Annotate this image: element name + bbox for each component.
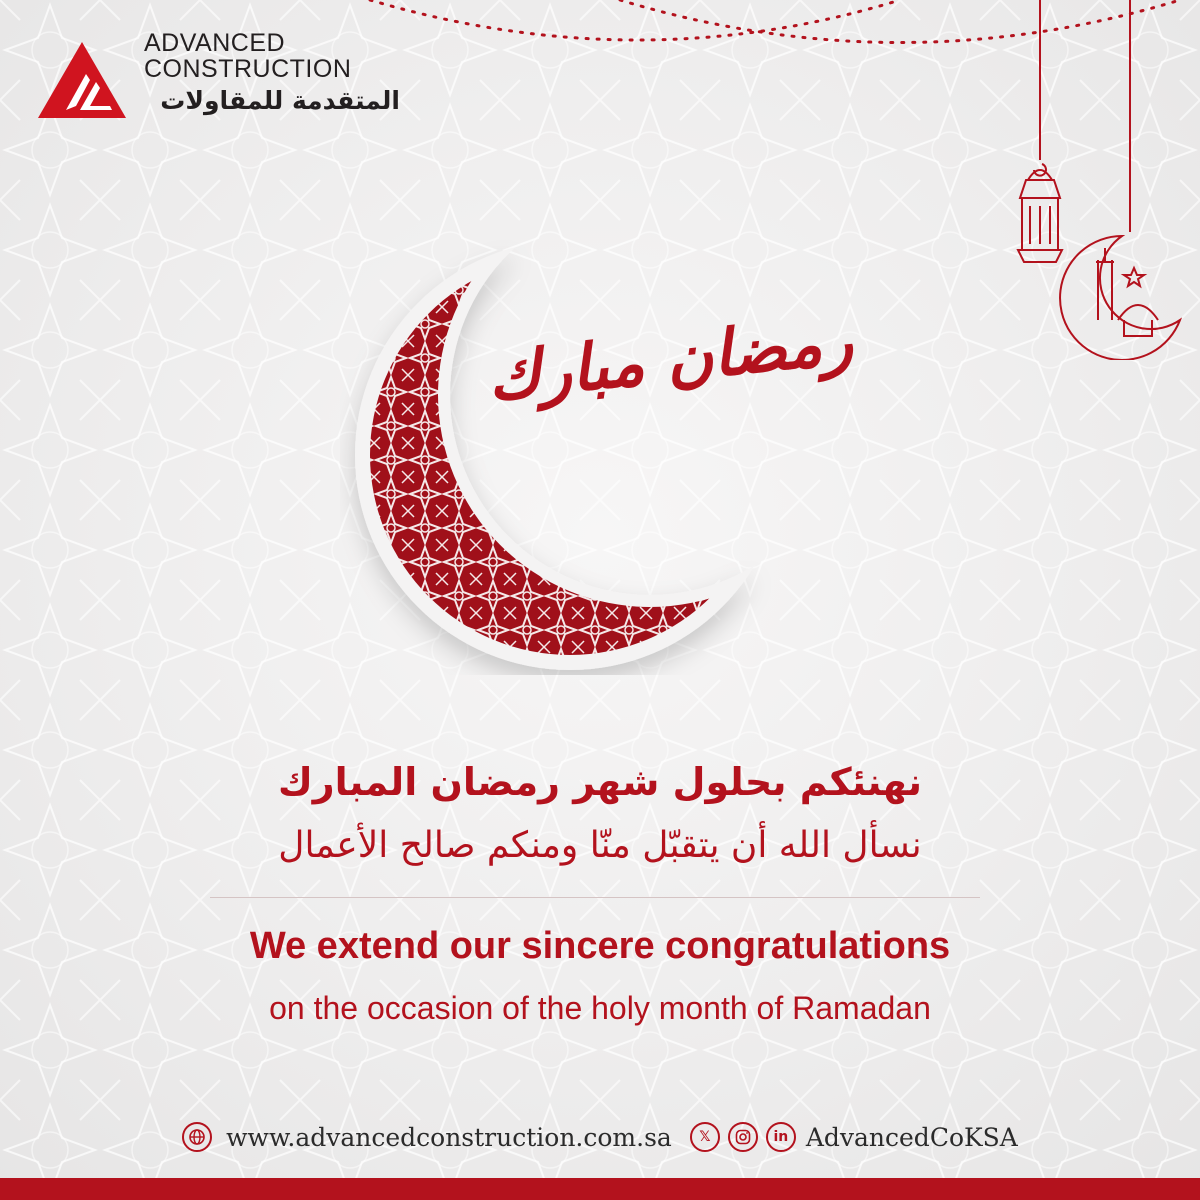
bottom-accent-bar — [0, 1178, 1200, 1200]
divider-line — [210, 897, 980, 898]
english-greeting-subtitle: on the occasion of the holy month of Ramadan — [269, 990, 931, 1026]
arabic-greeting-subtitle: نسأل الله أن يتقبّل منّا ومنكم صالح الأعمال — [278, 825, 922, 866]
x-icon[interactable]: 𝕏 — [690, 1122, 720, 1152]
social-handle[interactable]: AdvancedCoKSA — [805, 1122, 1018, 1152]
website-link[interactable]: www.advancedconstruction.com.sa — [226, 1122, 672, 1152]
arabic-greeting-title: نهنئكم بحلول شهر رمضان المبارك — [277, 760, 923, 804]
logo-name-line2: CONSTRUCTION — [144, 55, 352, 83]
crescent-mosque-icon — [1060, 0, 1180, 360]
logo-name-arabic: المتقدمة للمقاولات — [160, 86, 400, 115]
globe-icon[interactable] — [182, 1122, 212, 1152]
lantern-icon — [1018, 0, 1062, 262]
english-greeting-title: We extend our sincere congratulations — [249, 925, 951, 967]
linkedin-icon[interactable]: in — [766, 1122, 796, 1152]
ramadan-mubarak-calligraphy: رمضان مبارك — [483, 303, 856, 416]
logo-name-line1: ADVANCED — [144, 29, 286, 57]
instagram-icon[interactable] — [728, 1122, 758, 1152]
contact-footer — [0, 1117, 1200, 1157]
